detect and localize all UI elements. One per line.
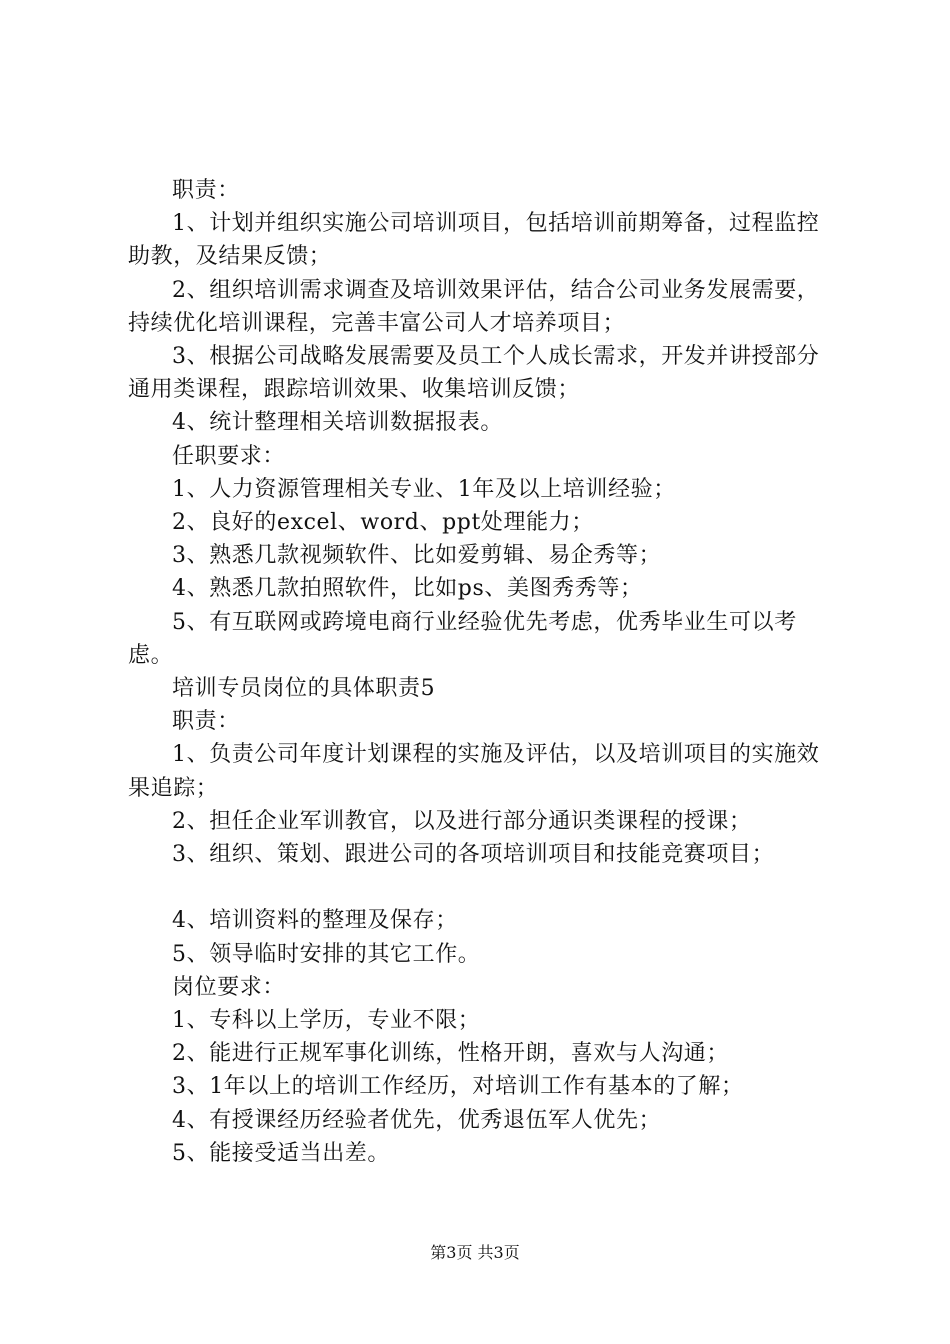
section-heading: 岗位要求： [172,974,286,1000]
paragraph: 3、组织、策划、跟进公司的各项培训项目和技能竞赛项目； [172,842,775,868]
paragraph: 4、熟悉几款拍照软件，比如ps、美图秀秀等； [172,576,643,602]
paragraph: 5、有互联网或跨境电商行业经验优先考虑，优秀毕业生可以考虑。 [128,609,797,668]
paragraph: 5、领导临时安排的其它工作。 [172,941,481,967]
paragraph: 1、计划并组织实施公司培训项目，包括培训前期筹备，过程监控助教，及结果反馈； [128,211,820,270]
section-title: 培训专员岗位的具体职责5 [172,676,436,702]
paragraph: 2、担任企业军训教官，以及进行部分通识类课程的授课； [172,808,752,834]
paragraph: 4、统计整理相关培训数据报表。 [172,410,503,436]
page-footer [0,1243,950,1263]
paragraph: 5、能接受适当出差。 [172,1140,390,1166]
paragraph: 1、负责公司年度计划课程的实施及评估，以及培训项目的实施效果追踪； [128,742,820,801]
paragraph: 3、1年以上的培训工作经历，对培训工作有基本的了解； [172,1074,744,1100]
paragraph: 职责： [172,178,240,203]
blank-line [128,871,840,904]
paragraph: 1、人力资源管理相关专业、1年及以上培训经验； [172,476,676,502]
paragraph: 4、有授课经历经验者优先，优秀退伍军人优先； [172,1107,662,1133]
document-body [128,174,840,1170]
paragraph: 3、熟悉几款视频软件、比如爱剪辑、易企秀等； [172,543,662,569]
paragraph: 3、根据公司战略发展需要及员工个人成长需求，开发并讲授部分通用类课程，跟踪培训效果、收集培训反馈； [128,344,820,403]
paragraph: 4、培训资料的整理及保存； [172,908,458,934]
section-heading: 任职要求： [172,443,286,469]
paragraph: 2、能进行正规军事化训练，性格开朗，喜欢与人沟通； [172,1041,729,1067]
paragraph: 2、良好的excel、word、ppt处理能力； [172,510,594,536]
paragraph: 2、组织培训需求调查及培训效果评估，结合公司业务发展需要，持续优化培训课程，完善丰富公司人才培养项目； [128,277,820,336]
section-heading: 职责： [172,709,240,735]
paragraph: 1、专科以上学历，专业不限； [172,1008,481,1034]
page-number-label: 第3页 共3页 [430,1243,520,1262]
